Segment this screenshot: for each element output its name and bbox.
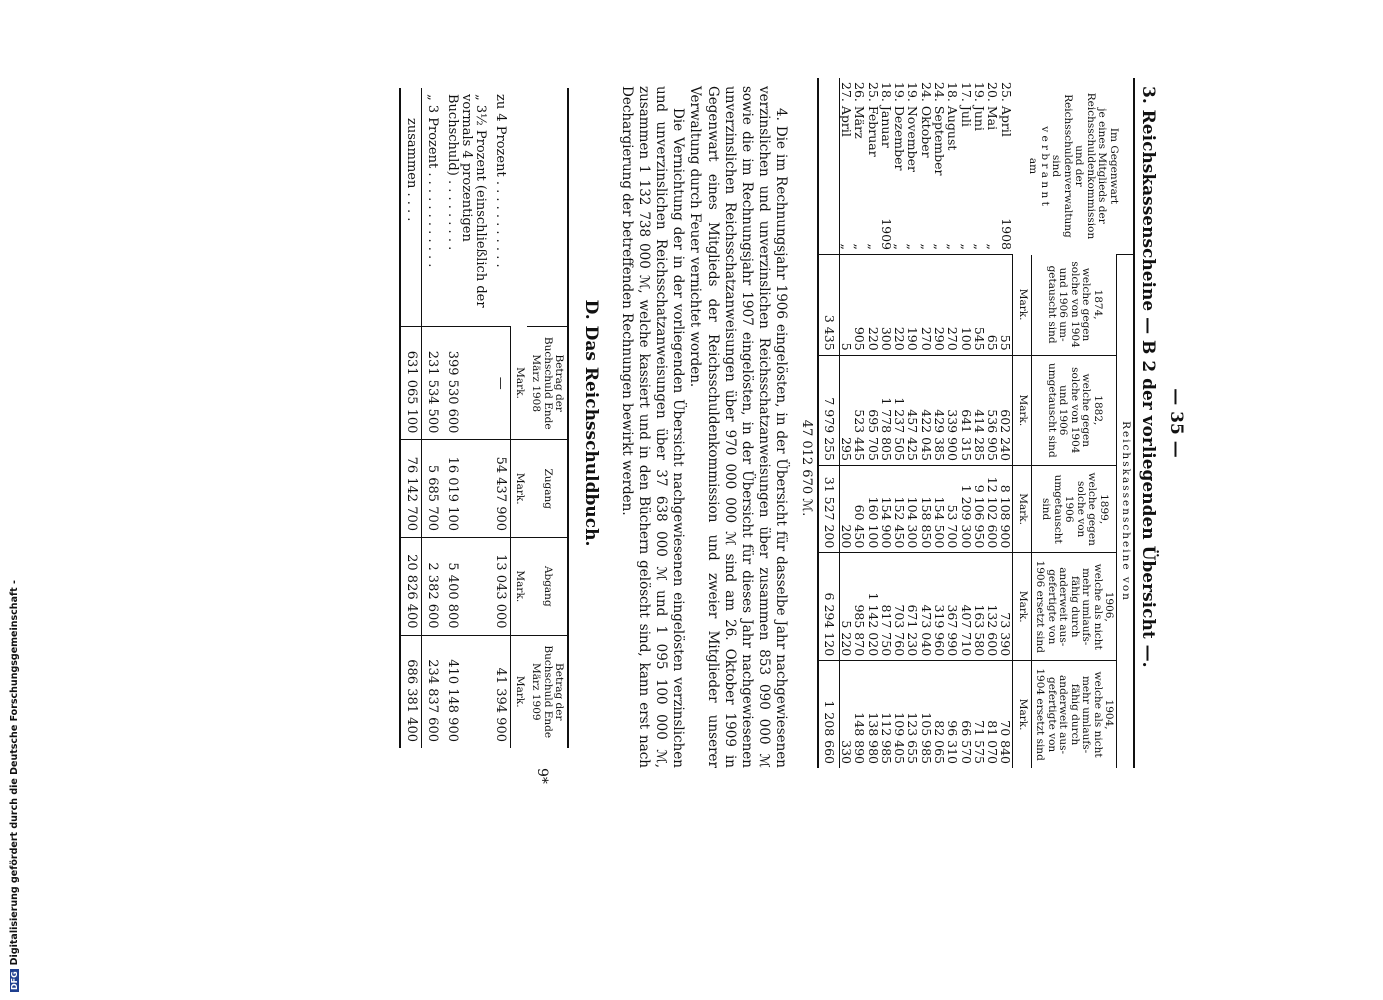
row-label: „ 3 Prozent . . . . . . . . . . . .	[425, 94, 441, 268]
column-header	[527, 440, 569, 538]
column-header-line: 1874,	[1092, 289, 1104, 320]
table-row	[933, 78, 946, 768]
value-cell: 5 685 700	[422, 440, 443, 538]
table-row	[893, 78, 906, 768]
column-header	[527, 538, 569, 636]
value-cell: 16 019 100	[442, 440, 490, 538]
date-text: 20. Mai	[985, 82, 1001, 131]
column-header-line: anderweit aus-	[1057, 675, 1070, 755]
column-header	[1032, 255, 1118, 356]
value-cell: 154 900	[880, 465, 893, 552]
value-cell: 985 870	[853, 553, 866, 661]
value-cell: 523 445	[853, 355, 866, 465]
date-text: 17. Juli	[958, 82, 974, 127]
value-cell: 123 655	[906, 661, 919, 768]
date-header-line: und der	[1073, 145, 1086, 187]
year-text: „	[985, 243, 1001, 250]
column-header-line: gefertigte von	[1046, 569, 1058, 645]
value-cell: 71 575	[973, 661, 986, 768]
date-cell	[986, 78, 999, 255]
column-header	[1032, 553, 1118, 661]
column-header-line: mehr umlaufs-	[1080, 675, 1093, 754]
value-cell: 12 102 600	[986, 465, 999, 552]
date-text: 27. April	[838, 82, 854, 137]
unit-label: Mark.	[1013, 255, 1032, 356]
date-cell	[933, 78, 946, 255]
row-label: zu 4 Prozent . . . . . . . . . . .	[493, 94, 509, 268]
value-cell: 54 437 900	[490, 440, 511, 538]
date-cell	[853, 78, 866, 255]
column-header-line: welche gegen	[1086, 472, 1099, 546]
value-cell: 73 390	[999, 553, 1013, 661]
column-header-line: und 1906	[1057, 385, 1070, 436]
value-cell: 109 405	[893, 661, 906, 768]
column-header-line: welche als nicht	[1092, 563, 1104, 650]
value-cell: 295	[839, 355, 853, 465]
value-cell: 163 580	[973, 553, 986, 661]
table-row	[999, 78, 1013, 768]
column-header-line: gefertigte von	[1046, 677, 1058, 753]
column-header-line: solche von 1904	[1069, 367, 1081, 454]
table-row	[880, 78, 893, 768]
table-row	[442, 88, 490, 748]
column-header-line: 1904 ersetzt sind	[1034, 668, 1047, 761]
column-header-line: umgetauscht	[1051, 474, 1064, 544]
value-cell: 290	[933, 255, 946, 356]
year-text: „	[958, 243, 974, 250]
value-cell: 473 040	[919, 553, 932, 661]
value-cell: 82 065	[933, 661, 946, 768]
top-rule	[1133, 78, 1135, 768]
value-cell: 1 142 020	[866, 553, 879, 661]
value-cell: 1 237 505	[893, 355, 906, 465]
value-cell: 70 840	[999, 661, 1013, 768]
column-header-line: sind	[1040, 498, 1053, 521]
page-number: — 35 —	[1166, 388, 1186, 458]
date-header	[1013, 78, 1133, 255]
date-text: 25. Februar	[865, 82, 881, 157]
table-row	[853, 78, 866, 768]
value-cell: 671 230	[906, 553, 919, 661]
value-cell: 2 382 600	[422, 538, 443, 636]
total-cell: 3 435	[818, 255, 839, 356]
year-text: „	[892, 243, 908, 250]
table-row	[422, 88, 443, 748]
unit-label: Mark.	[511, 327, 527, 440]
total-cell: 6 294 120	[818, 553, 839, 661]
date-cell	[999, 78, 1013, 255]
reichsschuldbuch-table	[399, 88, 569, 748]
column-header-line: und 1906 um-	[1057, 267, 1070, 342]
date-header-line: Im Gegenwart	[1108, 127, 1120, 205]
column-header-line: anderweit aus-	[1057, 567, 1070, 647]
table-row	[986, 78, 999, 768]
value-cell: 158 850	[919, 465, 932, 552]
value-cell: 422 045	[919, 355, 932, 465]
date-text: 19. Juni	[971, 82, 987, 131]
totals-row	[400, 88, 422, 748]
date-cell	[946, 78, 959, 255]
row-label: „ 3½ Prozent (einschließlich der vormals 4 prozentigen Buchschuld) . . . . . . . . .	[445, 94, 489, 308]
value-cell: 270	[946, 255, 959, 356]
value-cell: 60 450	[853, 465, 866, 552]
date-header-line: je eines Mitglieds der	[1096, 108, 1109, 224]
date-cell	[919, 78, 932, 255]
value-cell: 154 500	[933, 465, 946, 552]
value-cell: 1 209 300	[959, 465, 972, 552]
value-cell: 200	[839, 465, 853, 552]
total-cell: 631 065 100	[400, 327, 422, 440]
value-cell: 104 300	[906, 465, 919, 552]
value-cell: 300	[880, 255, 893, 356]
totals-row	[818, 78, 839, 768]
year-text: „	[852, 243, 868, 250]
value-cell: 703 760	[893, 553, 906, 661]
signature-mark: 9*	[534, 768, 550, 784]
value-cell: 602 240	[999, 355, 1013, 465]
date-header-line: sind	[1050, 154, 1063, 178]
date-text: 25. April	[998, 82, 1014, 137]
value-cell: 695 705	[866, 355, 879, 465]
value-cell: 220	[893, 255, 906, 356]
section-d-title: D. Das Reichsschuldbuch.	[581, 299, 602, 547]
column-header-line: getauscht sind	[1046, 265, 1058, 344]
value-cell: 5	[839, 255, 853, 356]
value-cell: 8 108 900	[999, 465, 1013, 552]
column-header-line: fähig durch	[1069, 683, 1081, 746]
year-text: „	[971, 243, 987, 250]
column-header-line: Buchschuld Ende	[541, 645, 554, 739]
table-row	[839, 78, 853, 768]
value-cell: 407 710	[959, 553, 972, 661]
total-cell: 1 208 660	[818, 661, 839, 768]
value-cell: 429 385	[933, 355, 946, 465]
year-text: 1909	[878, 218, 894, 250]
column-header-line: Betrag der	[553, 354, 566, 412]
value-cell: 457 425	[906, 355, 919, 465]
total-cell: 31 527 200	[818, 465, 839, 552]
table-row	[959, 78, 972, 768]
date-text: 24. Oktober	[918, 82, 934, 158]
sidebar-credit	[0, 0, 18, 1000]
value-cell: 231 534 500	[422, 327, 443, 440]
total-cell: 7 979 255	[818, 355, 839, 465]
date-cell	[880, 78, 893, 255]
column-header-line: Abgang	[541, 565, 554, 607]
table-row	[973, 78, 986, 768]
column-header-line: welche gegen	[1080, 267, 1093, 342]
value-cell: 96 310	[946, 661, 959, 768]
column-header	[1032, 661, 1118, 768]
value-cell: 152 450	[893, 465, 906, 552]
table-row	[866, 78, 879, 768]
dfg-logo: DFG	[10, 971, 19, 990]
unit-label: Mark.	[1013, 355, 1032, 465]
date-cell	[839, 78, 853, 255]
table-row	[490, 88, 511, 748]
column-header-line: 1906 ersetzt sind	[1034, 560, 1047, 653]
year-text: „	[932, 243, 948, 250]
value-cell: 5 400 800	[442, 538, 490, 636]
column-header-line: März 1908	[530, 354, 543, 413]
unit-label: Mark.	[1013, 553, 1032, 661]
reichskassenscheine-table	[817, 78, 1133, 768]
value-cell: 81 070	[986, 661, 999, 768]
value-cell: 148 890	[853, 661, 866, 768]
column-header-line: solche von 1904	[1069, 261, 1081, 348]
column-header-line: welche gegen	[1080, 373, 1093, 448]
section-3-title: 3. Reichskassenscheine — B 2 der vorliegenden Übersicht —.	[1138, 86, 1158, 668]
column-header-line: solche von	[1074, 481, 1087, 538]
paragraph-4: 4. Die im Rechnungsjahr 1906 eingelösten, in der Übersicht für dasselbe Jahr nachgewiesenen verzinslichen und unverzinslichen Reichsschatzanweisungen über zusammen 853 090 000 ℳ sowie die im Rechnungsjahr 1907 eingelösten, in der Übersicht für dieses Jahr nachgewiesenen unverzinslichen Reichsschatzanweisungen über 970 000 000 ℳ sind am 26. Oktober 1909 in Gegenwart eines Mitglieds der Reichsschuldenkommission und zweier Mitglieder unserer Verwaltung durch Feuer vernichtet worden.	[687, 86, 790, 768]
label-header	[511, 88, 569, 327]
date-text: 19. November	[905, 82, 921, 173]
year-text: 1908	[998, 218, 1014, 250]
date-cell	[866, 78, 879, 255]
column-header-line: 1882,	[1092, 395, 1104, 426]
unit-label: Mark.	[511, 635, 527, 748]
value-cell: 234 837 600	[422, 635, 443, 748]
grand-total: 47 012 670 ℳ.	[799, 419, 815, 517]
total-cell: 686 381 400	[400, 635, 422, 748]
value-cell: 9 106 950	[973, 465, 986, 552]
value-cell: 270	[919, 255, 932, 356]
date-cell	[973, 78, 986, 255]
totals-label: zusammen . . . .	[400, 88, 422, 327]
column-header-line: welche als nicht	[1092, 671, 1104, 758]
value-cell: 55	[999, 255, 1013, 356]
value-cell: 41 394 900	[490, 635, 511, 748]
value-cell: 536 905	[986, 355, 999, 465]
value-cell: 112 985	[880, 661, 893, 768]
value-cell: 105 985	[919, 661, 932, 768]
column-header-line: 1904,	[1103, 699, 1116, 730]
date-text: 18. August	[945, 82, 961, 151]
date-cell	[893, 78, 906, 255]
table-row	[946, 78, 959, 768]
total-cell: 76 142 700	[400, 440, 422, 538]
year-text: „	[865, 243, 881, 250]
value-cell: 65	[986, 255, 999, 356]
value-cell: 817 750	[880, 553, 893, 661]
value-cell: 53 700	[946, 465, 959, 552]
table-row	[906, 78, 919, 768]
date-header-line: v e r b r a n n t	[1039, 126, 1051, 206]
value-cell: 138 980	[866, 661, 879, 768]
column-header-line: 1906	[1063, 495, 1076, 523]
paragraph-5: Die Vernichtung der in der vorliegenden Übersicht nachgewiesenen eingelösten verzinslichen und unverzinslichen Reichsschatzanweisungen über 37 638 000 ℳ und 1 095 100 000 ℳ, zusammen 1 132 738 000 ℳ, welche kassiert und in den Büchern gelöscht sind, kann erst nach Dechargierung der betreffenden Rechnungen bewirkt werden.	[618, 86, 687, 768]
value-cell: 339 900	[946, 355, 959, 465]
date-header-line: am	[1027, 157, 1040, 175]
top-header: Reichskassenscheine von	[1117, 255, 1133, 769]
column-header-line: 1899,	[1097, 494, 1110, 525]
column-header	[1032, 355, 1118, 465]
column-header-line: März 1909	[530, 662, 543, 721]
column-header	[1032, 465, 1118, 552]
value-cell: 13 043 000	[490, 538, 511, 636]
column-header-line: mehr umlaufs-	[1080, 568, 1093, 646]
column-header-line: Buchschuld Ende	[541, 336, 554, 430]
value-cell: 100	[959, 255, 972, 356]
date-cell	[906, 78, 919, 255]
year-text: „	[905, 243, 921, 250]
value-cell: 132 600	[986, 553, 999, 661]
unit-label: Mark.	[511, 538, 527, 636]
unit-label: Mark.	[1013, 661, 1032, 768]
date-header-line: Reichsschuldenkommission	[1085, 92, 1097, 240]
value-cell: 220	[866, 255, 879, 356]
column-header-line: umgetauscht sind	[1046, 362, 1058, 458]
value-cell: 367 990	[946, 553, 959, 661]
value-cell: —	[490, 327, 511, 440]
column-header	[527, 327, 569, 440]
value-cell: 410 148 900	[442, 635, 490, 748]
column-header	[527, 635, 569, 748]
value-cell: 641 315	[959, 355, 972, 465]
column-header-line: fähig durch	[1069, 576, 1081, 638]
table-row	[919, 78, 932, 768]
date-text: 18. Januar	[878, 82, 894, 148]
column-header-line: Zugang	[541, 468, 554, 509]
date-cell	[959, 78, 972, 255]
unit-label: Mark.	[1013, 465, 1032, 552]
date-header-line: Reichsschuldenverwaltung	[1062, 94, 1074, 238]
column-header-line: 1906,	[1103, 591, 1116, 622]
value-cell: 1 778 805	[880, 355, 893, 465]
document-page	[130, 78, 1190, 784]
totals-label	[818, 78, 839, 255]
value-cell: 190	[906, 255, 919, 356]
value-cell: 545	[973, 255, 986, 356]
unit-label: Mark.	[511, 440, 527, 538]
value-cell: 5 220	[839, 553, 853, 661]
value-cell: 399 530 600	[442, 327, 490, 440]
date-text: 26. März	[852, 82, 868, 139]
date-text: 24. September	[932, 82, 948, 176]
date-text: 19. Dezember	[892, 82, 908, 171]
value-cell: 160 100	[866, 465, 879, 552]
credit-text: Digitalisierung gefördert durch die Deutsche Forschungsgemeinschaft -	[9, 580, 20, 966]
column-header-line: Betrag der	[553, 663, 566, 721]
value-cell: 330	[839, 661, 853, 768]
year-text: „	[918, 243, 934, 250]
value-cell: 319 960	[933, 553, 946, 661]
value-cell: 66 570	[959, 661, 972, 768]
value-cell: 414 285	[973, 355, 986, 465]
year-text: „	[945, 243, 961, 250]
value-cell: 905	[853, 255, 866, 356]
total-cell: 20 826 400	[400, 538, 422, 636]
year-text: „	[838, 243, 854, 250]
